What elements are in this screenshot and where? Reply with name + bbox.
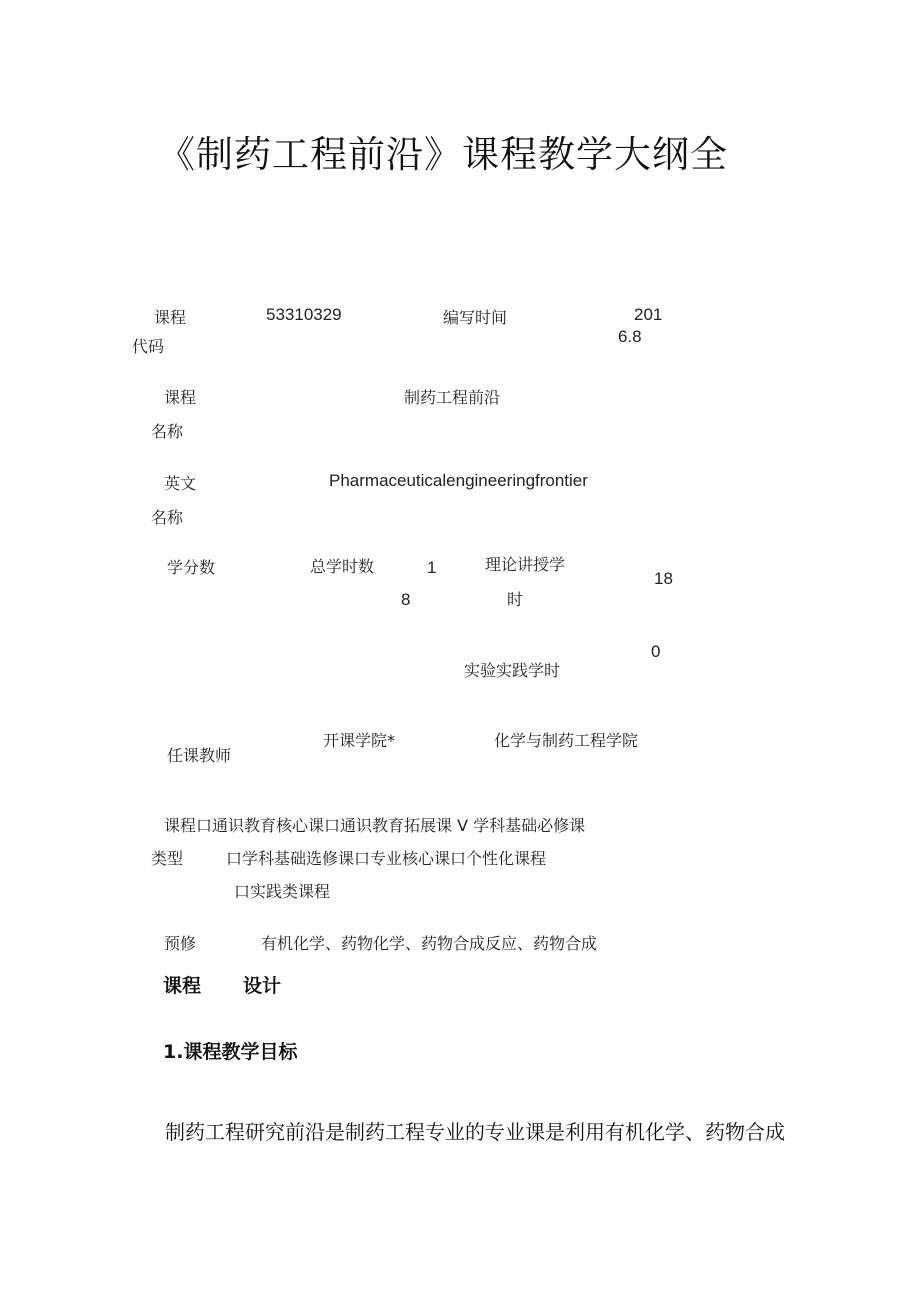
course-type-line-1: 课程口通识教育核心课口通识教育拓展课 V 学科基础必修课: [164, 816, 586, 835]
english-name-label-1: 英文: [164, 474, 197, 493]
theory-hours-label-2: 时: [507, 590, 524, 609]
course-type-line-2: 口学科基础选修课口专业核心课口个性化课程: [226, 849, 547, 868]
design-label-1: 课程: [163, 975, 202, 997]
course-code-label-2: 代码: [132, 337, 165, 356]
english-name-value: Pharmaceuticalengineeringfrontier: [329, 471, 588, 490]
total-hours-value-1: 1: [427, 558, 437, 577]
design-label-2: 设计: [243, 975, 282, 997]
section-body-text: 制药工程研究前沿是制药工程专业的专业课是利用有机化学、药物合成: [165, 1120, 785, 1144]
write-time-label: 编写时间: [443, 308, 508, 327]
course-name-value: 制药工程前沿: [404, 388, 501, 407]
prereq-value: 有机化学、药物化学、药物合成反应、药物合成: [261, 934, 598, 953]
theory-hours-label-1: 理论讲授学: [485, 555, 566, 574]
prereq-label: 预修: [164, 934, 197, 953]
course-code-value: 53310329: [266, 305, 342, 324]
course-type-label-2: 类型: [151, 849, 184, 868]
course-code-label-1: 课程: [154, 308, 187, 327]
credits-label: 学分数: [167, 558, 216, 577]
course-type-line-3: 口实践类课程: [234, 882, 331, 901]
practice-hours-value: 0: [651, 642, 661, 661]
theory-hours-value: 18: [654, 569, 673, 588]
course-name-label-1: 课程: [164, 388, 197, 407]
write-time-value-1: 201: [634, 305, 663, 324]
english-name-label-2: 名称: [151, 508, 184, 527]
college-value: 化学与制药工程学院: [494, 731, 639, 750]
college-label: 开课学院*: [323, 731, 396, 750]
course-name-label-2: 名称: [151, 422, 184, 441]
document-title: 《制药工程前沿》课程教学大纲全: [158, 133, 728, 176]
practice-hours-label: 实验实践学时: [464, 661, 561, 680]
teacher-label: 任课教师: [167, 746, 232, 765]
total-hours-label: 总学时数: [310, 557, 375, 576]
section-heading: 1.课程教学目标: [163, 1041, 298, 1063]
total-hours-value-2: 8: [401, 590, 411, 609]
write-time-value-2: 6.8: [618, 327, 642, 346]
